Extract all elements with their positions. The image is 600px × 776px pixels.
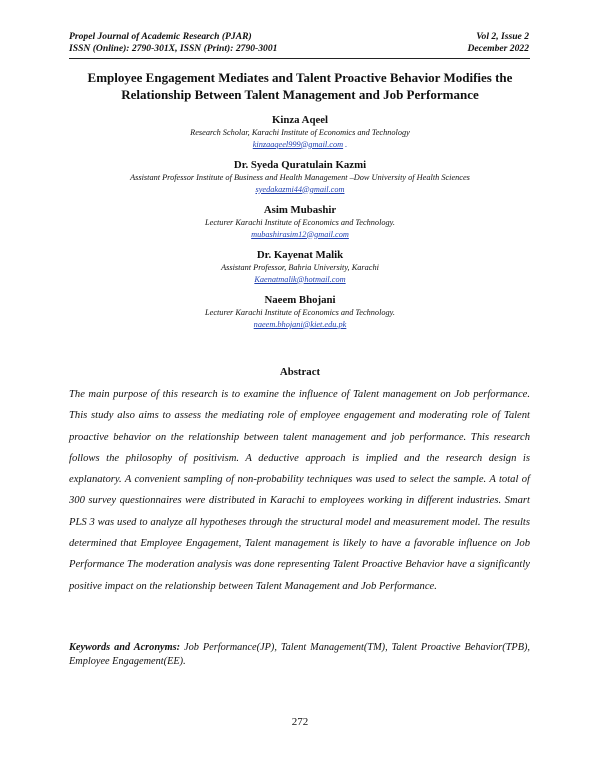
journal-name: Propel Journal of Academic Research (PJAR) bbox=[69, 31, 252, 42]
issue-date: December 2022 bbox=[467, 42, 529, 54]
author-email-link[interactable]: syedakazmi44@gmail.com bbox=[255, 184, 345, 194]
page-number: 272 bbox=[291, 716, 309, 728]
author-affiliation: Lecturer Karachi Institute of Economics and Technology. bbox=[205, 218, 395, 227]
author-affiliation: Research Scholar, Karachi Institute of Economics and Technology bbox=[190, 128, 410, 137]
abstract-heading: Abstract bbox=[279, 366, 321, 378]
author-email-link[interactable]: mubashirasim12@gmail.com bbox=[251, 229, 349, 239]
title-line-1: Employee Engagement Mediates and Talent Proactive Behavior Modifies the bbox=[87, 70, 513, 85]
author-block bbox=[40, 248, 560, 285]
author-name: Asim Mubashir bbox=[263, 204, 337, 216]
author-email-link[interactable]: Kaenatmalik@hotmail.com bbox=[254, 274, 346, 284]
header-divider bbox=[69, 58, 530, 59]
author-email-link[interactable]: naeem.bhojani@kiet.edu.pk bbox=[253, 319, 347, 329]
running-header bbox=[69, 31, 529, 54]
author-block bbox=[40, 113, 560, 150]
volume-issue: Vol 2, Issue 2 bbox=[476, 31, 529, 42]
author-name: Dr. Syeda Quratulain Kazmi bbox=[233, 159, 367, 171]
email-suffix: . bbox=[343, 139, 348, 149]
abstract-text: The main purpose of this research is to examine the influence of Talent management on Job performance. This study also aims to assess the mediating role of employee engagement and moderating role of Talent proactive behavior on the relationship between talent management and job performance. This research follows the philosophy of positivism. A deductive approach is implied and the research design is explanatory. A convenient sampling of non-probability techniques was used to select the sample. A total of 300 survey questionnaires were distributed in Karachi to employees working in different industries. Smart PLS 3 was used to analyze all hypotheses through the structural model and measurement model. The results determined that Employee Engagement, Talent management is likely to have a favorable influence on Job Performance The moderation analysis was done representing Talent Proactive Behavior have a significantly positive impact on the relationship between Talent Management and Job Performance. bbox=[69, 389, 530, 592]
author-list bbox=[40, 113, 560, 338]
keywords-label: Keywords and Acronyms: bbox=[69, 642, 181, 653]
author-name: Dr. Kayenat Malik bbox=[256, 249, 344, 261]
author-block bbox=[40, 158, 560, 195]
keywords-paragraph bbox=[69, 641, 530, 669]
author-name: Kinza Aqeel bbox=[271, 114, 329, 126]
author-affiliation: Lecturer Karachi Institute of Economics and Technology. bbox=[205, 308, 395, 317]
author-affiliation: Assistant Professor Institute of Business and Health Management –Dow University of Health Sciences bbox=[130, 173, 470, 182]
author-email-link[interactable]: kinzaaqeel999@gmail.com bbox=[252, 139, 344, 149]
author-name: Naeem Bhojani bbox=[264, 294, 336, 306]
author-block bbox=[40, 293, 560, 330]
author-affiliation: Assistant Professor, Bahria University, Karachi bbox=[221, 263, 379, 272]
paper-title bbox=[60, 70, 540, 103]
issn-line: ISSN (Online): 2790-301X, ISSN (Print): 2790-3001 bbox=[69, 42, 278, 54]
keywords-text: Job Performance(JP), Talent Management(TM), Talent Proactive Behavior(TPB), Employee Engagement(EE). bbox=[69, 642, 530, 667]
title-line-2: Relationship Between Talent Management and Job Performance bbox=[121, 86, 479, 102]
author-block bbox=[40, 203, 560, 240]
